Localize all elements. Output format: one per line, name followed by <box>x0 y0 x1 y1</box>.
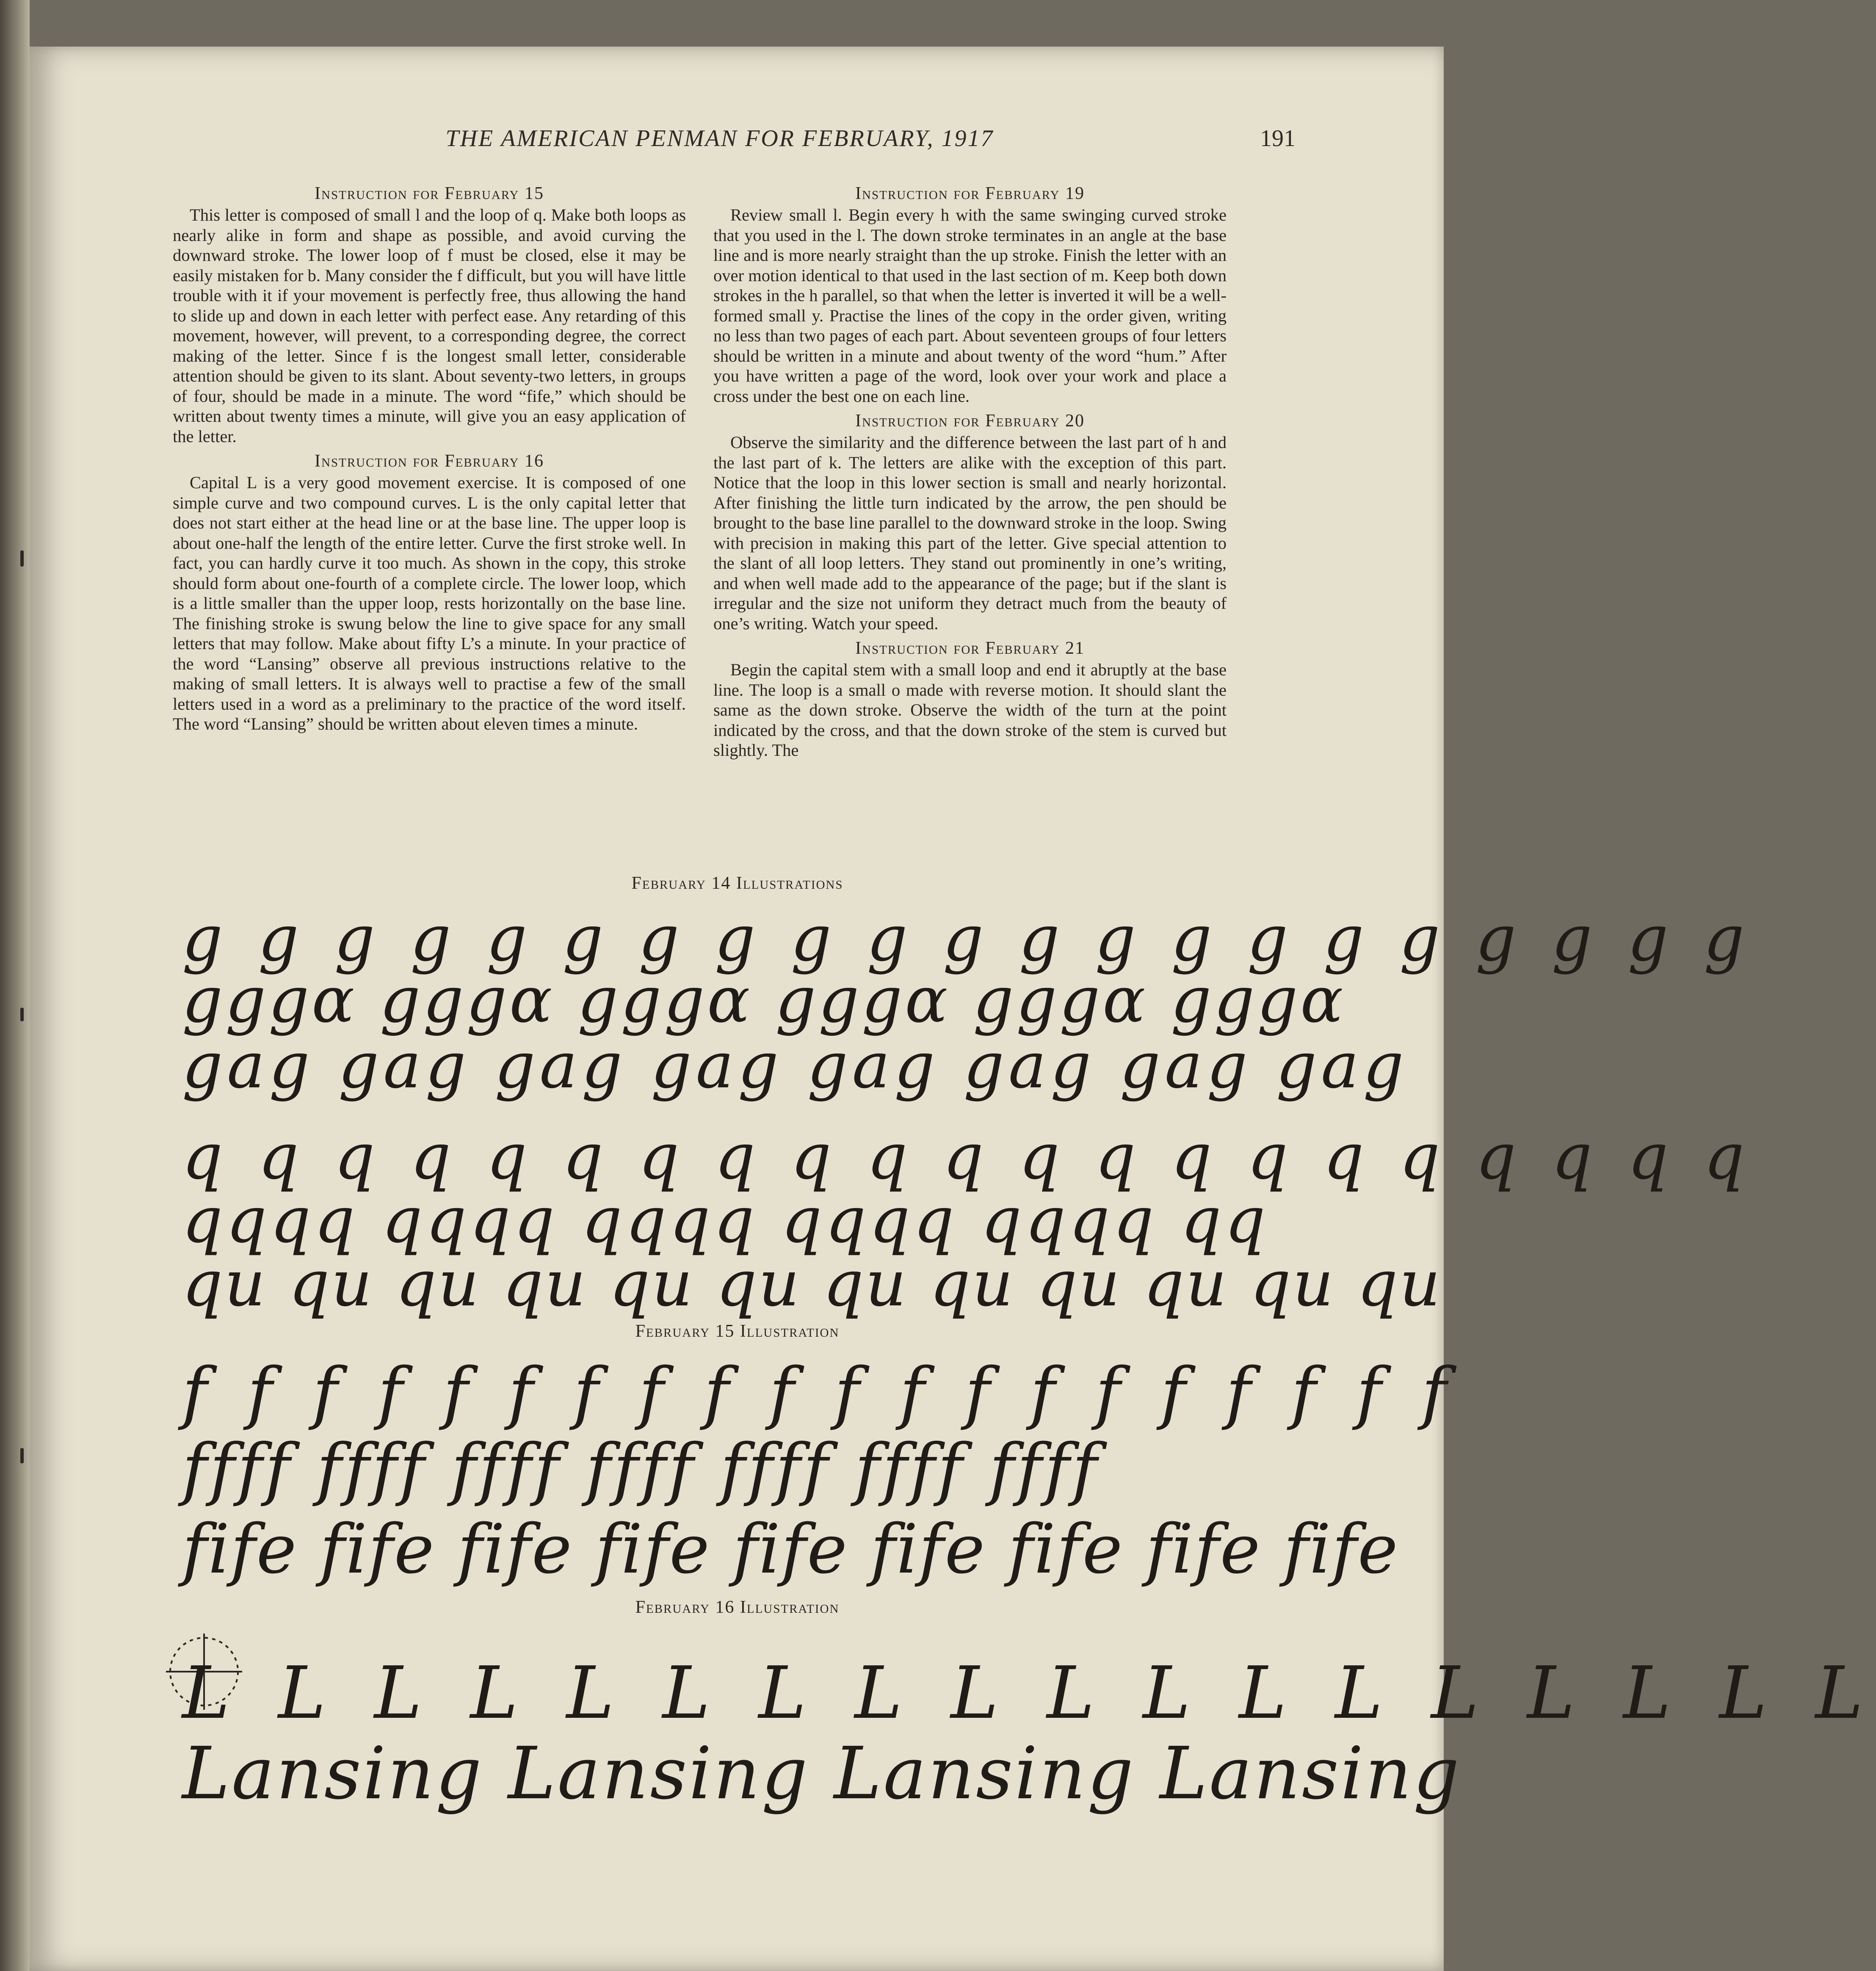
section-heading-feb19: Instruction for February 19 <box>855 184 1085 203</box>
script-row-qqqq: qqqq qqqq qqqq qqqq qqqq qq <box>182 1183 1269 1257</box>
margin-mark <box>20 1008 24 1021</box>
illustration-title-feb14: February 14 Illustrations <box>631 874 843 893</box>
right-column <box>713 182 1227 764</box>
script-row-capital-l: L L L L L L L L L L L L L L L L L L <box>182 1651 1876 1735</box>
section-heading-feb16: Instruction for February 16 <box>315 451 544 471</box>
section-heading-feb15: Instruction for February 15 <box>315 184 544 203</box>
section-text-feb16: Capital L is a very good movement exercise. It is composed of one simple curve and two compound curves. L is the only capital letter that does not start either at the head line or at the base line. The upper loop is about one-half the length of the entire letter. Curve the first stroke well. In fact, you can hardly curve it too much. As shown in the copy, this stroke should form about one-fourth of a complete circle. The lower loop, which is a little smaller than the upper loop, rests horizontally on the base line. The finishing stroke is swung below the line to give space for any small letters that may follow. Make about fifty L’s a minute. In your practice of the word “Lansing” observe all previous instructions relative to the making of small letters. It is always well to practise a few of the small letters used in a word as a preliminary to the practice of the word itself. The word “Lansing” should be written about eleven times a minute. <box>173 473 686 733</box>
section-text-feb21: Begin the capital stem with a small loop and end it abruptly at the base line. The loop is a small o made with reverse motion. It should slant the same as the down stroke. Observe the width of the turn at the point indicated by the cross, and that the down stroke of the stem is curved but slightly. The <box>713 660 1227 760</box>
section-text-feb20: Observe the similarity and the difference between the last part of h and the last part of k. The letters are alike with the exception of this part. Notice that the loop in this lower section is small and nearly horizontal. After finishing the little turn indicated by the arrow, the pen should be brought to the base line parallel to the downward stroke in the loop. Swing with precision in making this part of the letter. Give special attention to the slant of all loop letters. They stand out prominently in one’s writing, and when well made add to the appearance of the page; but if the slant is irregular and the size not uniform they detract much from the beauty of one’s writing. Watch your speed. <box>713 433 1227 633</box>
script-row-ffff: ffff ffff ffff ffff ffff ffff ffff <box>182 1429 1100 1508</box>
script-row-gag: gag gag gag gag gag gag gag gag <box>182 1029 1408 1103</box>
script-row-lansing: Lansing Lansing Lansing Lansing <box>182 1732 1461 1816</box>
script-row-q-singles: q q q q q q q q q q q q q q q q q q q q q <box>182 1120 1752 1194</box>
book-spine <box>0 0 30 1971</box>
running-header-title: THE AMERICAN PENMAN FOR FEBRUARY, 1917 <box>445 125 994 152</box>
section-heading-feb20: Instruction for February 20 <box>855 411 1085 431</box>
section-text-feb19: Review small l. Begin every h with the same swinging curved stroke that you used in the l. The down stroke terminates in an angle at the base line and is more nearly straight than the up stroke. Finish the letter with an over motion identical to that used in the last section of m. Keep both down strokes in the h parallel, so that when the letter is inverted it will be a well-formed small y. Practise the lines of the copy in the order given, writing no less than two pages of each part. About seventeen groups of four letters should be written in a minute and about twenty of the word “hum.” After you have written a page of the word, look over your work and place a cross under the best one on each line. <box>713 205 1227 406</box>
illustration-title-feb15: February 15 Illustration <box>635 1321 840 1341</box>
script-row-qu: qu qu qu qu qu qu qu qu qu qu qu qu <box>182 1247 1442 1321</box>
margin-mark <box>20 550 24 567</box>
left-column <box>173 182 686 738</box>
page-number: 191 <box>1260 125 1296 152</box>
section-text-feb15: This letter is composed of small l and the loop of q. Make both loops as nearly alike in form and shape as possible, and avoid curving the downward stroke. The lower loop of f must be closed, else it may be easily mistaken for b. Many consider the f difficult, but you will have little trouble with it if your movement is perfectly free, thus allowing the hand to slide up and down in each letter with perfect ease. Any retarding of this movement, however, will prevent, to a corresponding degree, the correct making of the letter. Since f is the longest small letter, considerable attention should be given to its slant. About seventy-two letters, in groups of four, should be made in a minute. The word “fife,” which should be written about twenty times a minute, will give you an easy application of the letter. <box>173 205 686 446</box>
script-row-g-singles: g g g g g g g g g g g g g g g g g g g g g <box>182 902 1752 976</box>
script-row-gggq: gggɑ gggɑ gggɑ gggɑ gggɑ gggɑ <box>182 963 1346 1037</box>
section-heading-feb21: Instruction for February 21 <box>855 639 1085 658</box>
margin-mark <box>20 1448 24 1463</box>
illustration-title-feb16: February 16 Illustration <box>635 1598 840 1617</box>
script-row-fife: fife fife fife fife fife fife fife fife fife <box>182 1509 1399 1589</box>
script-row-f-singles: f f f f f f f f f f f f f f f f f f f f <box>182 1353 1456 1432</box>
